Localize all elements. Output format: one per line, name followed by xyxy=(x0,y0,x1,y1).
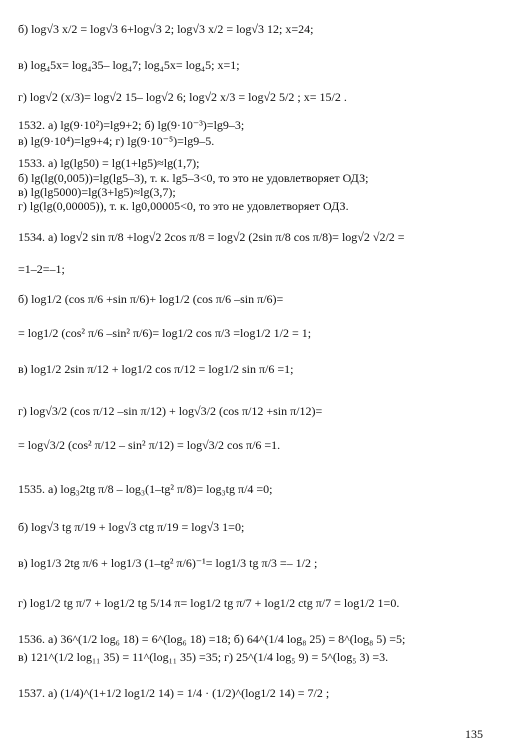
line-12: б) log1/2 (cos π/6 +sin π/6)+ log1/2 (cos π/6 –sin π/6)= xyxy=(18,292,284,306)
line-3: г) log√2 (x/3)= log√2 15– log√2 6; log√2 x/3 = log√2 5/2 ; x= 15/2 . xyxy=(18,90,347,104)
line-21: 1536. а) 36^(1/2 log₆ 18) = 6^(log₆ 18) =18; б) 64^(1/4 log₈ 25) = 8^(log₈ 5) =5; xyxy=(18,632,406,646)
line-2: в) log₄5x= log₄35– log₄7; log₄5x= log₄5; x=1; xyxy=(18,58,240,72)
line-4: 1532. а) lg(9·10²)=lg9+2; б) lg(9·10⁻³)=lg9–3; xyxy=(18,118,245,132)
line-18: б) log√3 tg π/19 + log√3 ctg π/19 = log√3 1=0; xyxy=(18,520,245,534)
line-10: 1534. а) log√2 sin π/8 +log√2 2cos π/8 = log√2 (2sin π/8 cos π/8)= log√2 √2/2 = xyxy=(18,230,405,244)
line-6: 1533. а) lg(lg50) = lg(1+lg5)≈lg(1,7); xyxy=(18,156,200,170)
line-16: = log√3/2 (cos² π/12 – sin² π/12) = log√3/2 cos π/6 =1. xyxy=(18,438,281,452)
line-5: в) lg(9·10⁴)=lg9+4; г) lg(9·10⁻⁵)=lg9–5. xyxy=(18,134,215,148)
line-15: г) log√3/2 (cos π/12 –sin π/12) + log√3/2 (cos π/12 +sin π/12)= xyxy=(18,404,323,418)
line-7: б) lg(lg(0,005))=lg(lg5–3), т. к. lg5–3<0, то это не удовлетворяет ОДЗ; xyxy=(18,171,369,185)
line-1: б) log√3 x/2 = log√3 6+log√3 2; log√3 x/2 = log√3 12; x=24; xyxy=(18,22,314,36)
line-17: 1535. а) log₃2tg π/8 – log₃(1–tg² π/8)= log₃tg π/4 =0; xyxy=(18,482,273,496)
line-11: =1–2=–1; xyxy=(18,262,65,276)
page-number: 135 xyxy=(465,727,483,741)
line-8: в) lg(lg5000)=lg(3+lg5)≈lg(3,7); xyxy=(18,185,176,199)
line-22: в) 121^(1/2 log₁₁ 35) = 11^(log₁₁ 35) =35; г) 25^(1/4 log₅ 9) = 5^(log₅ 3) =3. xyxy=(18,650,389,664)
line-23: 1537. а) (1/4)^(1+1/2 log1/2 14) = 1/4 · (1/2)^(log1/2 14) = 7/2 ; xyxy=(18,686,330,700)
line-9: г) lg(lg(0,00005)), т. к. lg0,00005<0, то это не удовлетворяет ОДЗ. xyxy=(18,199,349,213)
line-13: = log1/2 (cos² π/6 –sin² π/6)= log1/2 cos π/3 =log1/2 1/2 = 1; xyxy=(18,326,312,340)
line-20: г) log1/2 tg π/7 + log1/2 tg 5/14 π= log1/2 tg π/7 + log1/2 ctg π/7 = log1/2 1=0. xyxy=(18,596,400,610)
line-19: в) log1/3 2tg π/6 + log1/3 (1–tg² π/6)⁻¹= log1/3 tg π/3 =– 1/2 ; xyxy=(18,556,318,570)
line-14: в) log1/2 2sin π/12 + log1/2 cos π/12 = log1/2 sin π/6 =1; xyxy=(18,362,294,376)
